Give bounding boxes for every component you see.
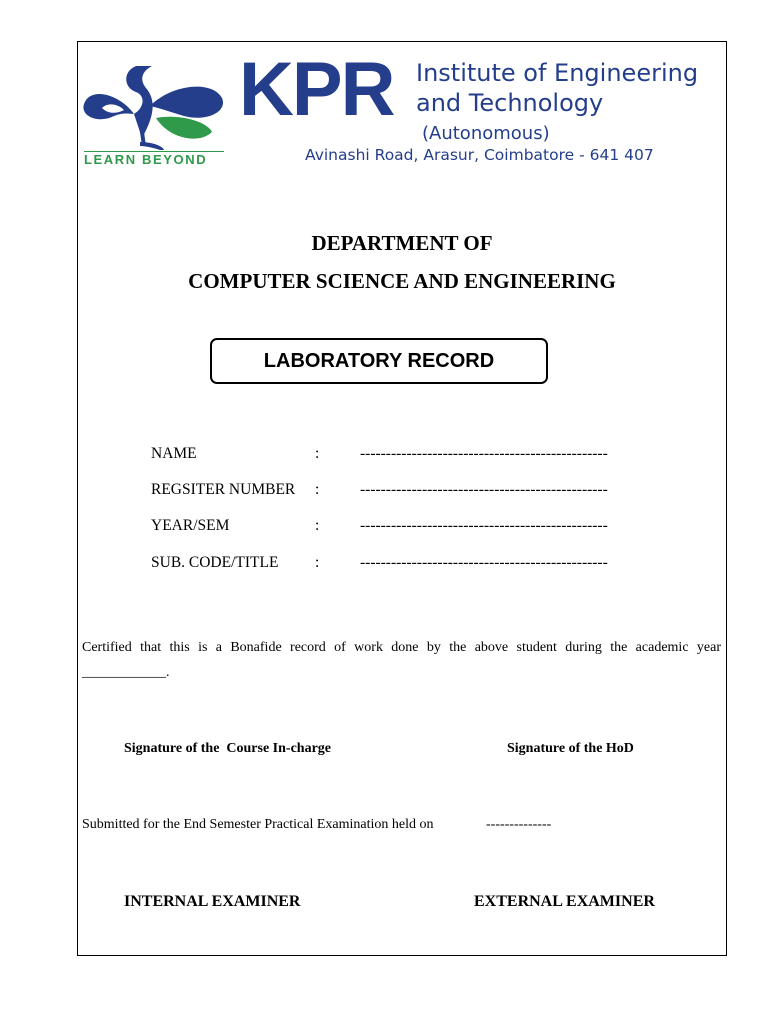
field-blank: ------------------------------------------------ bbox=[360, 445, 608, 462]
exam-date-blank: -------------- bbox=[486, 817, 552, 832]
certification-text: Certified that this is a Bonafide record of work done by the above student during the academic year bbox=[82, 640, 721, 655]
field-blank: ------------------------------------------------ bbox=[360, 554, 608, 571]
institute-address: Avinashi Road, Arasur, Coimbatore - 641 407 bbox=[305, 146, 654, 164]
field-label: NAME bbox=[151, 445, 197, 462]
submission-text: Submitted for the End Semester Practical Examination held on bbox=[82, 817, 434, 832]
institute-name-line1: Institute of Engineering bbox=[416, 59, 699, 87]
field-label: REGSITER NUMBER bbox=[151, 481, 296, 498]
course-incharge-signature-label: Signature of the Course In-charge bbox=[124, 741, 332, 756]
internal-examiner-label: INTERNAL EXAMINER bbox=[124, 893, 301, 910]
logo-tagline: LEARN BEYOND bbox=[84, 151, 224, 167]
autonomous-label: (Autonomous) bbox=[422, 123, 550, 144]
institute-name-line2: and Technology bbox=[416, 89, 604, 117]
academic-year-blank: ____________. bbox=[82, 665, 170, 680]
field-colon: : bbox=[315, 445, 320, 462]
field-colon: : bbox=[315, 517, 320, 534]
field-blank: ------------------------------------------------ bbox=[360, 481, 608, 498]
external-examiner-label: EXTERNAL EXAMINER bbox=[474, 893, 655, 910]
field-colon: : bbox=[315, 554, 320, 571]
department-name: COMPUTER SCIENCE AND ENGINEERING bbox=[188, 269, 616, 293]
record-title-box: LABORATORY RECORD bbox=[210, 338, 548, 384]
brand-name: KPR bbox=[239, 47, 394, 132]
field-blank: ------------------------------------------------ bbox=[360, 517, 608, 534]
field-label: YEAR/SEM bbox=[151, 517, 230, 534]
kpr-logo-icon bbox=[80, 58, 226, 166]
field-colon: : bbox=[315, 481, 320, 498]
field-label: SUB. CODE/TITLE bbox=[151, 554, 279, 571]
hod-signature-label: Signature of the HoD bbox=[507, 741, 634, 756]
department-heading: DEPARTMENT OF bbox=[311, 231, 493, 255]
